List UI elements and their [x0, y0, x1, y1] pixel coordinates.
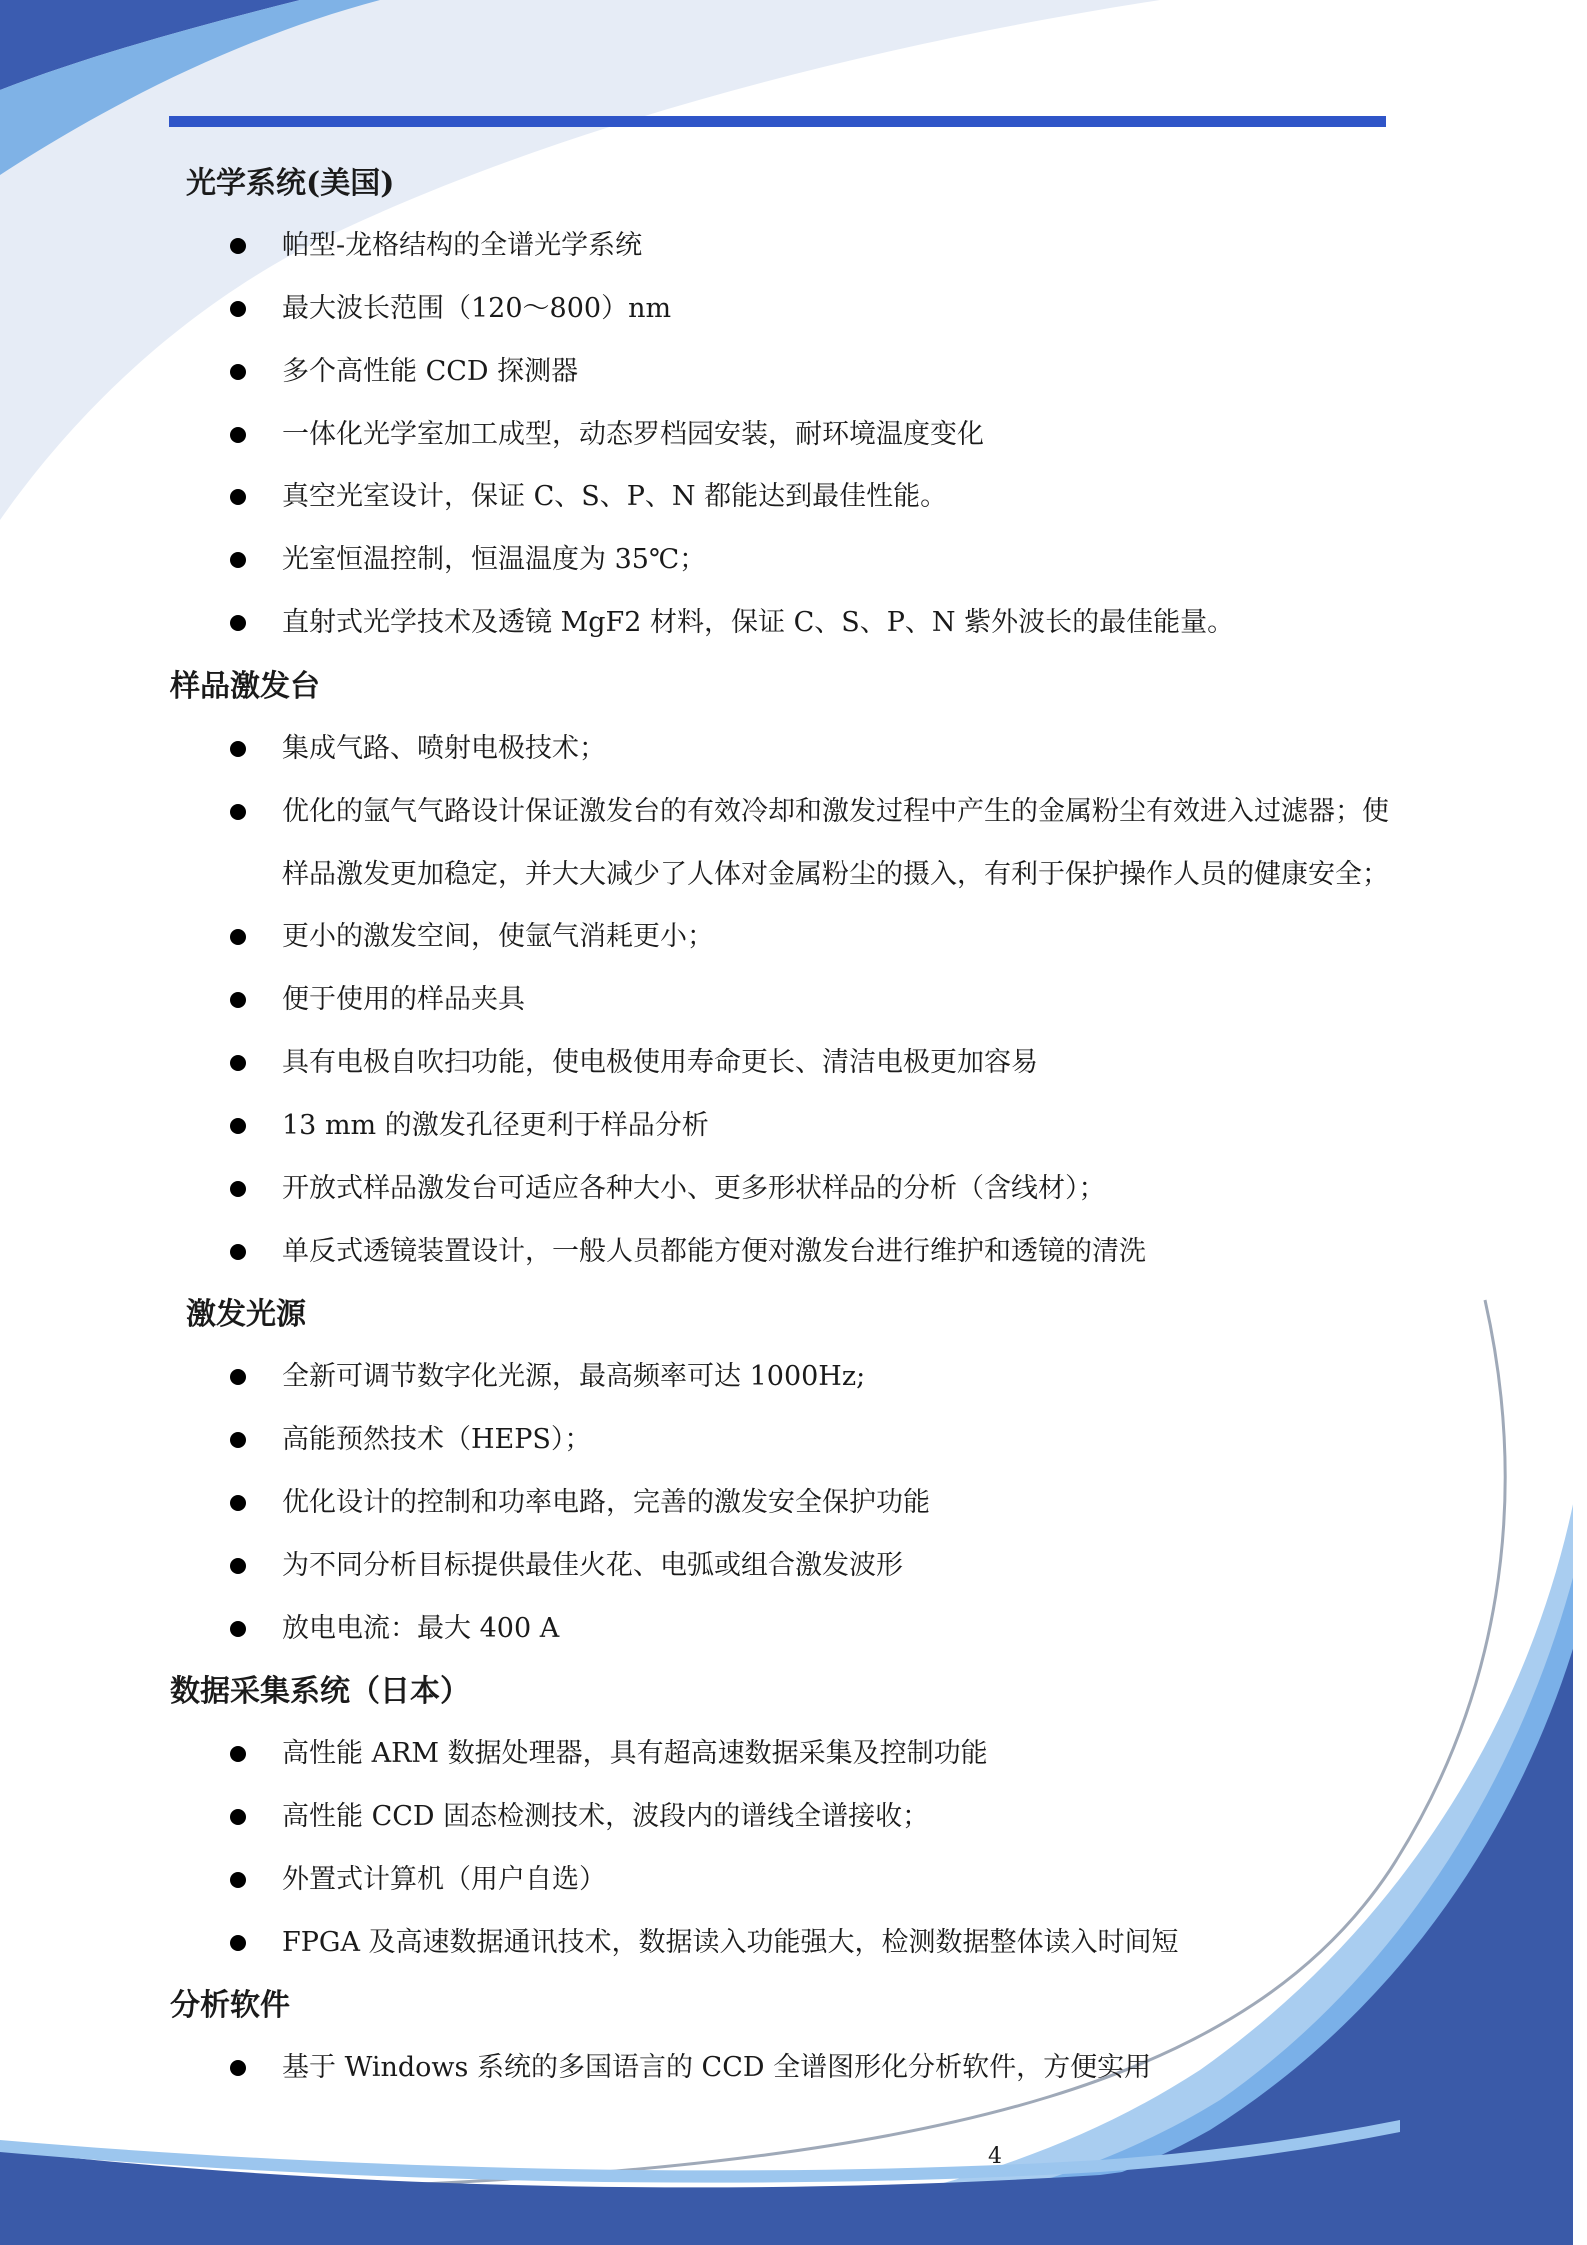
bullet-icon — [230, 1621, 246, 1637]
bullet-icon — [230, 804, 246, 820]
section-heading-data-acquisition: 数据采集系统（日本） — [170, 1674, 470, 1709]
bullet-icon — [230, 1746, 246, 1762]
bullet-icon — [230, 1872, 246, 1888]
bullet-icon — [230, 1935, 246, 1951]
bullet-icon — [230, 1055, 246, 1071]
bullet-icon — [230, 929, 246, 945]
bullet-icon — [230, 741, 246, 757]
section-heading-excitation-source: 激发光源 — [186, 1297, 306, 1332]
bullet-icon — [230, 301, 246, 317]
bullet-icon — [230, 1558, 246, 1574]
bullet-icon — [230, 1181, 246, 1197]
bullet-icon — [230, 615, 246, 631]
section-heading-optics: 光学系统(美国) — [186, 166, 395, 201]
section-heading-sample-stand: 样品激发台 — [170, 669, 320, 704]
bullet-icon — [230, 992, 246, 1008]
document-body: 光学系统(美国) 帕型-龙格结构的全谱光学系统 最大波长范围（120～800）nm 多个高性能 CCD 探测器 一体化光学室加工成型，动态罗档园安装，耐环境温度变化 真空光室设计，保证 C、S、P、N 都能达到最佳性能。 光室恒温控制，恒温温度为 35℃； 直射式光学技术及透镜 MgF2 材料，保证 C、S、P、N 紫外波长的最佳能量。 样品激发台 集成气路、喷射电极技术； 优化的氩气气路设计保证激发台的有效冷却和激发过程中产生的金属粉尘有效进入过滤器；使 样品激发更加稳定，并大大减少了人体对金属粉尘的摄入，有利于保护操作人员的健康安全； 更小的激发空间，使氩气消耗更小； 便于使用的样品夹具 具有电极自吹扫功能，使电极使用寿命更长、清洁电极更加容易 13 mm 的激发孔径更利于样品分析 开放式样品激发台可适应各种大小、更多形状样品的分析（含线材）； 单反式透镜装置设计，一般人员都能方便对激发台进行维护和透镜的清洗 激发光源 全新可调节数字化光源，最高频率可达 1000Hz; 高能预然技术（HEPS）； 优化设计的控制和功率电路，完善的激发安全保护功能 为不同分析目标提供最佳火花、电弧或组合激发波形 放电电流：最大 400 A 数据采集系统（日本） 高性能 ARM 数据处理器，具有超高速数据采集及控制功能 高性能 CCD 固态检测技术，波段内的谱线全谱接收； 外置式计算机（用户自选） FPGA 及高速数据通讯技术，数据读入功能强大，检测数据整体读入时间短 分析软件 基于 Windows 系统的多国语言的 CCD 全谱图形化分析软件，方便实用 4 — [170, 166, 1389, 2169]
bullet-icon — [230, 238, 246, 254]
list-item-continuation: 样品激发更加稳定，并大大减少了人体对金属粉尘的摄入，有利于保护操作人员的健康安全； — [282, 859, 1389, 890]
bullet-icon — [230, 1118, 246, 1134]
bullet-icon — [230, 427, 246, 443]
bullet-icon — [230, 1432, 246, 1448]
bullet-icon — [230, 1369, 246, 1385]
bullet-icon — [230, 489, 246, 505]
bullet-icon — [230, 552, 246, 568]
bullet-icon — [230, 364, 246, 380]
bullet-icon — [230, 1809, 246, 1825]
section-heading-analysis-software: 分析软件 — [170, 1988, 290, 2023]
page-number: 4 — [988, 2144, 1002, 2169]
bullet-icon — [230, 2060, 246, 2076]
bullet-icon — [230, 1495, 246, 1511]
bullet-icon — [230, 1244, 246, 1260]
